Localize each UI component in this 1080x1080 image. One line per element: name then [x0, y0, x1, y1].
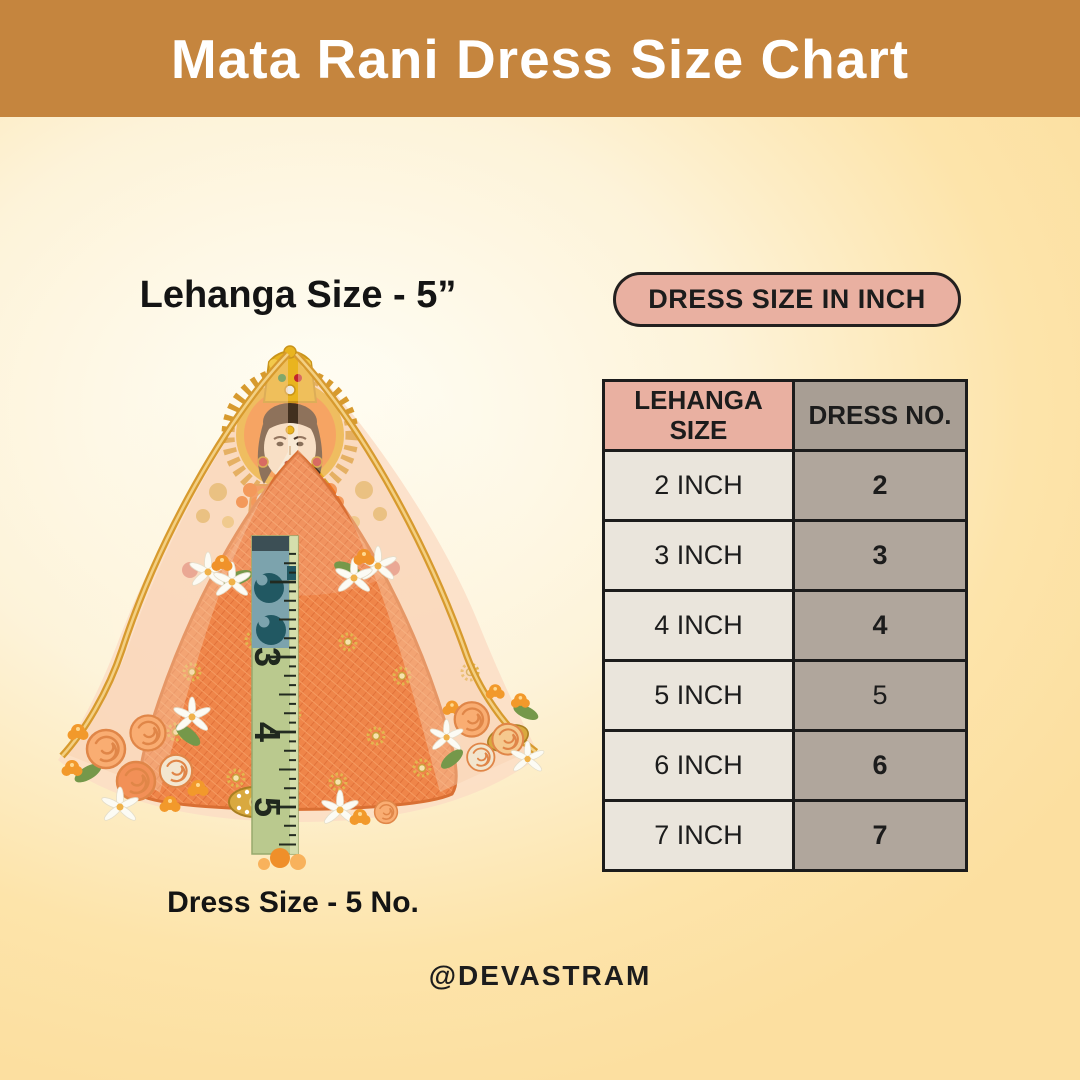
ruler-mark-3: 3	[247, 646, 288, 668]
lehanga-size-cell: 7 INCH	[604, 801, 794, 871]
lehanga-size-cell: 2 INCH	[604, 451, 794, 521]
dress-size-in-inch-badge: DRESS SIZE IN INCH	[613, 272, 961, 327]
dress-no-cell: 5	[794, 661, 967, 731]
size-table	[602, 379, 968, 872]
lehanga-size-cell: 6 INCH	[604, 731, 794, 801]
dress-size-caption: Dress Size - 5 No.	[167, 886, 419, 919]
lehanga-size-cell: 5 INCH	[604, 661, 794, 731]
table-row	[604, 661, 967, 731]
lehanga-size-cell: 4 INCH	[604, 591, 794, 661]
ruler-mark-4: 4	[247, 721, 288, 743]
dress-no-cell: 6	[794, 731, 967, 801]
table-row	[604, 591, 967, 661]
table-row	[604, 731, 967, 801]
dress-no-cell: 7	[794, 801, 967, 871]
table-row	[604, 801, 967, 871]
dress-no-cell: 3	[794, 521, 967, 591]
header-dress-no: DRESS NO.	[794, 381, 967, 451]
poster-title: Mata Rani Dress Size Chart	[170, 27, 910, 90]
dress-no-cell: 2	[794, 451, 967, 521]
table-row	[604, 521, 967, 591]
banner	[0, 0, 1080, 117]
ruler-mark-5: 5	[247, 796, 288, 818]
brand-handle: @DEVASTRAM	[428, 960, 652, 991]
header-lehanga-size: LEHANGA SIZE	[604, 381, 794, 451]
dress-no-cell: 4	[794, 591, 967, 661]
product-photo	[40, 340, 560, 890]
size-table-header-row	[604, 381, 967, 451]
table-row	[604, 451, 967, 521]
lehanga-size-heading: Lehanga Size - 5”	[139, 274, 457, 316]
lehanga-size-cell: 3 INCH	[604, 521, 794, 591]
measuring-ruler	[247, 536, 298, 854]
mata-rani-idol-illustration	[40, 340, 560, 890]
